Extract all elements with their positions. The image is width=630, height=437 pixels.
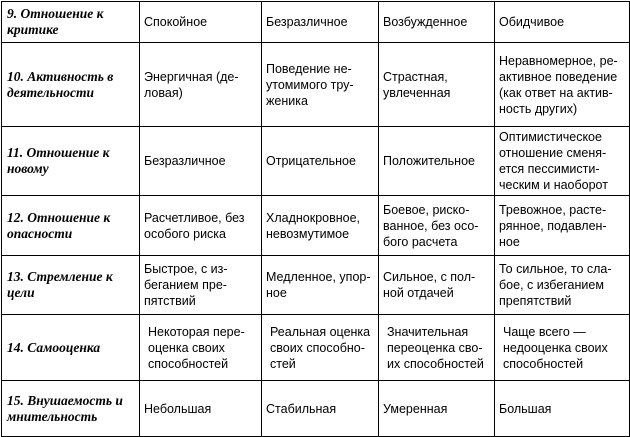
row-label <box>2 127 140 196</box>
table-cell <box>495 256 630 315</box>
cell-line: Страстная, <box>383 69 448 84</box>
cell-line: способностей <box>148 356 229 371</box>
table-cell <box>495 196 630 256</box>
cell-line: ванное, без осо- <box>383 218 479 233</box>
table-cell <box>379 2 495 43</box>
table-row <box>2 196 630 256</box>
table-cell <box>495 315 630 381</box>
table-cell <box>379 127 495 196</box>
cell-line: утомимого тру- <box>266 77 354 92</box>
cell-line: Реальная оценка <box>270 324 371 339</box>
cell-line: Некоторая пере- <box>148 324 245 339</box>
cell-line: (как ответ на актив- <box>499 85 613 100</box>
row-label-line: опасности <box>7 225 73 241</box>
cell-line: своих способно- <box>270 340 365 355</box>
row-label <box>2 196 140 256</box>
table-cell <box>140 256 262 315</box>
table-cell <box>262 315 379 381</box>
row-label-line: критике <box>7 22 59 37</box>
cell-line: ется пессимисти- <box>499 162 600 176</box>
table-row <box>2 127 630 196</box>
row-label-line: 9. Отношение к <box>7 6 104 21</box>
table-row <box>2 381 630 437</box>
cell-line: То сильное, то сла- <box>499 262 612 276</box>
cell-line: рянное, подавлен- <box>499 218 607 233</box>
table-cell <box>262 127 379 196</box>
cell-line: Обидчивое <box>499 15 565 29</box>
table-cell <box>379 315 495 381</box>
row-label-line: 10. Активность в <box>7 68 114 84</box>
cell-line: Поведение не- <box>266 61 352 76</box>
temperament-comparison-table <box>1 1 630 437</box>
table-cell <box>379 381 495 437</box>
cell-line: Боевое, риско- <box>383 202 470 217</box>
row-label-line: 13. Стремление к <box>7 269 113 284</box>
cell-line: Расчетливое, без <box>144 210 245 225</box>
row-label <box>2 256 140 315</box>
row-label <box>2 381 140 437</box>
table-row <box>2 315 630 381</box>
table-row <box>2 2 630 43</box>
cell-line: Быстрое, с из- <box>144 262 228 276</box>
table-cell <box>379 256 495 315</box>
table-cell <box>495 2 630 43</box>
cell-line: Положительное <box>383 154 475 168</box>
cell-line: недооценка своих <box>503 340 608 355</box>
table-cell <box>262 2 379 43</box>
cell-line: Медленное, упор- <box>266 270 371 284</box>
table-cell <box>495 381 630 437</box>
table-cell <box>140 315 262 381</box>
row-label-line: новому <box>7 161 49 176</box>
cell-line: Небольшая <box>144 401 212 416</box>
cell-line: беганием пре- <box>144 278 227 292</box>
cell-line: отношение сменя- <box>499 146 607 160</box>
row-label-line: цели <box>7 285 35 300</box>
cell-line: пятствий <box>144 294 196 308</box>
table-cell <box>495 43 630 127</box>
cell-line: Чаще всего — <box>503 324 586 339</box>
cell-line: Умеренная <box>383 401 448 416</box>
row-label <box>2 43 140 127</box>
cell-line: Большая <box>499 401 552 416</box>
table-row <box>2 256 630 315</box>
row-label-line: 15. Внушаемость и <box>7 392 123 408</box>
cell-line: Возбужденное <box>383 15 468 29</box>
cell-line: ность других) <box>499 101 578 116</box>
row-label <box>2 315 140 381</box>
cell-line: их способностей <box>387 356 484 371</box>
cell-line: невозмутимое <box>266 226 350 241</box>
temperament-table-page <box>1 1 629 436</box>
table-cell <box>262 43 379 127</box>
cell-line: активное поведение <box>499 69 618 84</box>
cell-line: ческим и наоборот <box>499 178 608 192</box>
row-label-line: мнительность <box>7 408 98 424</box>
cell-line: Безразличное <box>266 15 348 29</box>
cell-line: стей <box>270 356 296 371</box>
table-cell <box>140 127 262 196</box>
cell-line: Неравномерное, ре- <box>499 53 618 68</box>
cell-line: Сильное, с пол- <box>383 270 476 284</box>
cell-line: Хладнокровное, <box>266 210 361 225</box>
cell-line: оценка своих <box>148 340 225 355</box>
cell-line: Спокойное <box>144 15 208 29</box>
row-label-line: 11. Отношение к <box>7 145 110 160</box>
cell-line: переоценка сво- <box>387 340 483 355</box>
cell-line: бое, с избеганием <box>499 278 604 292</box>
cell-line: ной отдачей <box>383 286 454 300</box>
row-label-line: 12. Отношение к <box>7 209 111 225</box>
cell-line: препятствий <box>499 294 572 308</box>
cell-line: Безразличное <box>144 154 226 168</box>
cell-line: Стабильная <box>266 401 337 416</box>
cell-line: Отрицательное <box>266 154 356 168</box>
table-cell <box>262 381 379 437</box>
row-label <box>2 2 140 43</box>
cell-line: Оптимистическое <box>499 130 602 144</box>
cell-line: Тревожное, расте- <box>499 202 607 217</box>
cell-line: увлеченная <box>383 85 451 100</box>
cell-line: Энергичная (де- <box>144 69 239 84</box>
table-cell <box>140 196 262 256</box>
table-cell <box>140 43 262 127</box>
table-cell <box>262 256 379 315</box>
cell-line: ное <box>499 234 520 249</box>
table-cell <box>140 381 262 437</box>
cell-line: ловая) <box>144 85 183 100</box>
cell-line: женика <box>266 93 308 108</box>
cell-line: особого риска <box>144 226 226 241</box>
cell-line: Значительная <box>387 324 469 339</box>
table-cell <box>140 2 262 43</box>
row-label-line: 14. Самооценка <box>7 339 101 355</box>
table-cell <box>379 196 495 256</box>
cell-line: ное <box>266 286 287 300</box>
row-label-line: деятельности <box>7 84 94 100</box>
table-cell <box>495 127 630 196</box>
table-cell <box>262 196 379 256</box>
cell-line: способностей <box>503 356 584 371</box>
cell-line: бого расчета <box>383 234 458 249</box>
table-cell <box>379 43 495 127</box>
table-row <box>2 43 630 127</box>
